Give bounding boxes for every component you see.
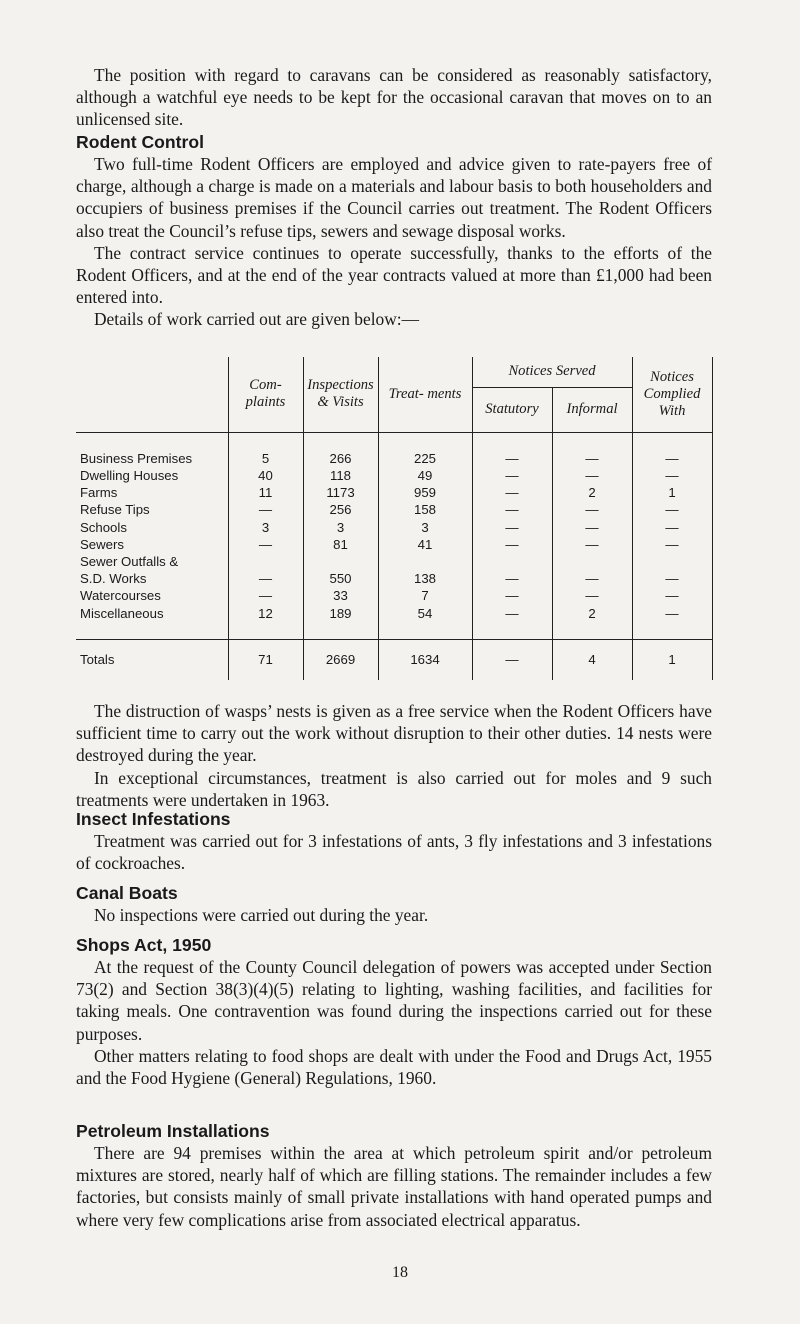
rodent-paragraph-2: The contract service continues to operate successfully, thanks to the efforts of the Rodent Officers, and at the end of the year contracts valued at more than £1,000 had been entered into.: [76, 242, 712, 308]
cell-statutory: —: [472, 450, 552, 467]
cell-statutory: —: [472, 570, 552, 587]
insect-section: [76, 808, 712, 874]
cell-treatments: 225: [378, 450, 472, 467]
shops-paragraph-2: Other matters relating to food shops are dealt with under the Food and Drugs Act, 1955 and the Food Hygiene (General) Regulations, 1960.: [76, 1045, 712, 1089]
cell-informal: —: [552, 467, 632, 484]
cell-statutory: —: [472, 605, 552, 622]
row-label: Schools: [80, 519, 127, 535]
cell-treatments: 959: [378, 484, 472, 501]
cell-inspections: 33: [303, 587, 378, 604]
col-header-informal: Informal: [552, 387, 632, 432]
cell-complied: —: [632, 501, 712, 518]
cell-informal: —: [552, 519, 632, 536]
cell-statutory: [472, 553, 552, 570]
shops-paragraph-1: At the request of the County Council delegation of powers was accepted under Section 73(2) and Section 38(3)(4)(5) relating to lighting, washing facilities, and facilities for taking meals. One contravention was found during the inspections carried out for these purposes.: [76, 957, 712, 1044]
cell-complaints: [228, 553, 303, 570]
cell-statutory: —: [472, 484, 552, 501]
cell-statutory: —: [472, 519, 552, 536]
row-label: Farms: [80, 485, 118, 501]
table-row: [76, 450, 712, 467]
cell-complied: 1: [632, 484, 712, 501]
table-row: [76, 484, 712, 501]
totals-row: [76, 639, 712, 680]
col-header-complaints: Com- plaints: [228, 357, 303, 432]
cell-treatments: 49: [378, 467, 472, 484]
row-label: Dwelling Houses: [80, 467, 179, 483]
cell-inspections: 2669: [303, 639, 378, 680]
cell-statutory: —: [472, 467, 552, 484]
petroleum-section: [76, 1120, 712, 1231]
cell-treatments: 1634: [378, 639, 472, 680]
shops-act-section: [76, 934, 712, 1089]
cell-treatments: 158: [378, 501, 472, 518]
col-header-notices-complied: Notices Complied With: [632, 357, 712, 432]
cell-complied: —: [632, 536, 712, 553]
cell-complaints: 71: [228, 639, 303, 680]
cell-complied: —: [632, 450, 712, 467]
cell-treatments: 54: [378, 605, 472, 622]
cell-statutory: —: [472, 536, 552, 553]
col-header-treatments: Treat- ments: [378, 357, 472, 432]
cell-complaints: 12: [228, 605, 303, 622]
row-label: Refuse Tips: [80, 502, 150, 518]
cell-informal: —: [552, 570, 632, 587]
cell-complied: 1: [632, 639, 712, 680]
wasps-paragraph: The distruction of wasps’ nests is given as a free service when the Rodent Officers have sufficient time to carry out the work without disruption to their other duties. 14 nests were destroyed during the year.: [76, 701, 712, 766]
cell-inspections: 1173: [303, 484, 378, 501]
row-label: Sewer Outfalls &: [80, 553, 179, 569]
cell-treatments: 7: [378, 587, 472, 604]
cell-statutory: —: [472, 587, 552, 604]
cell-treatments: 138: [378, 570, 472, 587]
rodent-paragraph-1: Two full-time Rodent Officers are employed and advice given to rate-payers free of charge, although a charge is made on a materials and labour basis to both householders and occupiers of business premises if the Council carries out treatment. The Rodent Officers also treat the Council’s refuse tips, sewers and sewage disposal works.: [76, 154, 712, 241]
cell-inspections: 550: [303, 570, 378, 587]
cell-complaints: 5: [228, 450, 303, 467]
page-number: 18: [392, 1264, 408, 1281]
rodent-control-section: [76, 131, 712, 331]
cell-statutory: —: [472, 639, 552, 680]
cell-complied: —: [632, 570, 712, 587]
col-header-statutory: Statutory: [472, 387, 552, 432]
cell-statutory: —: [472, 501, 552, 518]
cell-complaints: —: [228, 501, 303, 518]
cell-inspections: 81: [303, 536, 378, 553]
cell-treatments: 3: [378, 519, 472, 536]
cell-informal: 4: [552, 639, 632, 680]
after-table-section: [76, 700, 712, 811]
shops-act-heading: Shops Act, 1950: [76, 935, 212, 955]
rodent-control-heading: Rodent Control: [76, 132, 205, 152]
cell-informal: —: [552, 536, 632, 553]
cell-informal: —: [552, 587, 632, 604]
cell-inspections: 256: [303, 501, 378, 518]
table-row: [76, 570, 712, 587]
cell-informal: —: [552, 450, 632, 467]
cell-complaints: —: [228, 536, 303, 553]
petroleum-paragraph: There are 94 premises within the area at which petroleum spirit and/or petroleum mixtures are stored, nearly half of which are filling stations. The remainder includes a few factories, but consists mainly of small private installations with hand operated pumps and where very few complications arise from associated electrical apparatus.: [76, 1143, 712, 1230]
table-row: [76, 605, 712, 622]
cell-inspections: [303, 553, 378, 570]
col-header-inspections: Inspections & Visits: [303, 357, 378, 432]
table-row: [76, 519, 712, 536]
row-label: Miscellaneous: [80, 605, 164, 621]
cell-inspections: 118: [303, 467, 378, 484]
cell-informal: [552, 553, 632, 570]
row-label: S.D. Works: [80, 571, 147, 587]
moles-paragraph: In exceptional circumstances, treatment is also carried out for moles and 9 such treatments were undertaken in 1963.: [76, 767, 712, 810]
cell-complied: —: [632, 605, 712, 622]
cell-complied: —: [632, 467, 712, 484]
cell-complaints: 3: [228, 519, 303, 536]
table-row: [76, 587, 712, 604]
cell-complaints: —: [228, 570, 303, 587]
canal-paragraph: No inspections were carried out during the year.: [94, 905, 429, 925]
cell-complied: —: [632, 519, 712, 536]
cell-treatments: [378, 553, 472, 570]
table-row: [76, 536, 712, 553]
table-row: [76, 553, 712, 570]
col-header-notices-served: Notices Served: [472, 357, 632, 387]
table-row: [76, 501, 712, 518]
cell-inspections: 3: [303, 519, 378, 536]
cell-complaints: 11: [228, 484, 303, 501]
insect-paragraph: Treatment was carried out for 3 infestations of ants, 3 fly infestations and 3 infestations of cockroaches.: [76, 831, 712, 874]
cell-inspections: 189: [303, 605, 378, 622]
cell-informal: 2: [552, 605, 632, 622]
cell-complaints: 40: [228, 467, 303, 484]
row-label: Sewers: [80, 536, 124, 552]
rodent-paragraph-3: Details of work carried out are given below:—: [94, 309, 419, 330]
row-label: Watercourses: [80, 588, 161, 604]
canal-section: [76, 882, 712, 926]
insect-heading: Insect Infestations: [76, 809, 231, 829]
petroleum-heading: Petroleum Installations: [76, 1121, 270, 1141]
cell-complaints: —: [228, 587, 303, 604]
cell-inspections: 266: [303, 450, 378, 467]
intro-paragraph: The position with regard to caravans can be considered as reasonably satisfactory, although a watchful eye needs to be kept for the occasional caravan that moves on to an unlicensed site.: [76, 65, 712, 130]
row-label: Business Premises: [80, 450, 193, 466]
table-row: [76, 467, 712, 484]
cell-complied: —: [632, 587, 712, 604]
cell-treatments: 41: [378, 536, 472, 553]
rodent-work-table: [76, 357, 713, 680]
intro-section: [76, 64, 712, 131]
row-label: Totals: [76, 639, 228, 680]
cell-informal: 2: [552, 484, 632, 501]
canal-heading: Canal Boats: [76, 883, 178, 903]
cell-informal: —: [552, 501, 632, 518]
cell-complied: [632, 553, 712, 570]
